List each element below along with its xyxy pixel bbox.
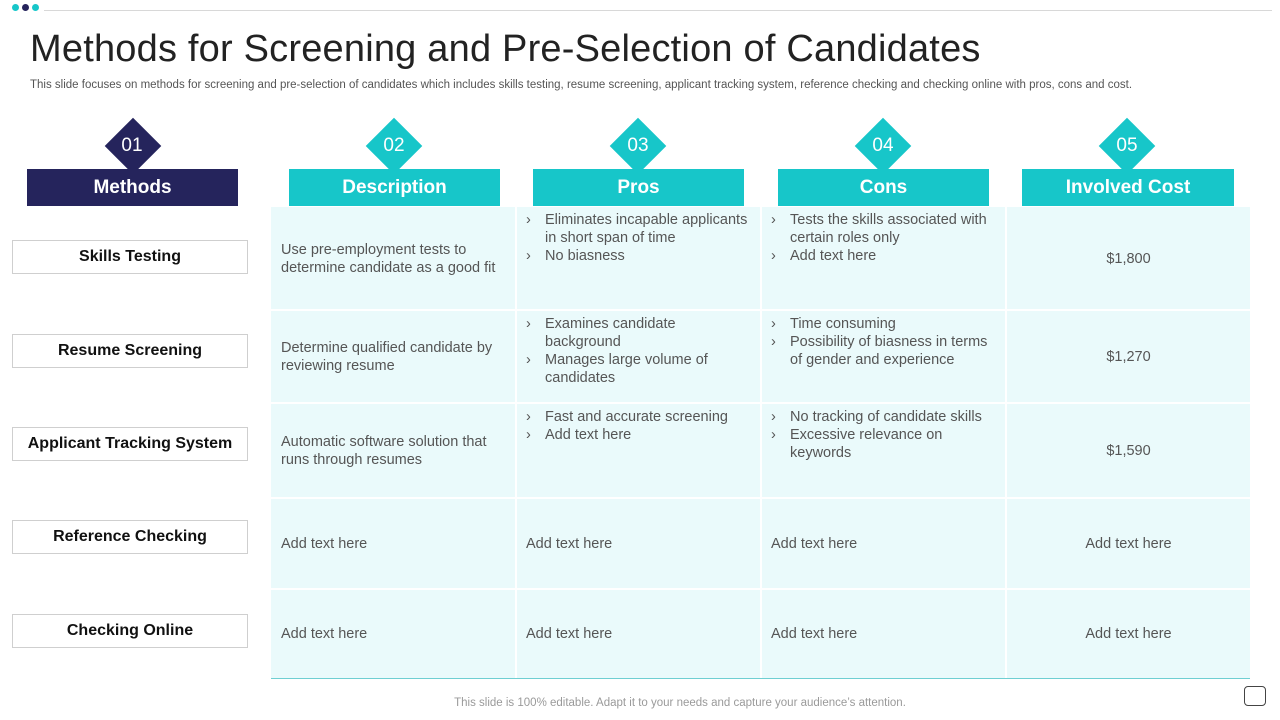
cost-value: Add text here (1085, 535, 1172, 552)
row-label-reference-checking: Reference Checking (12, 520, 248, 554)
cell-text: Automatic software solution that runs through resumes (281, 433, 487, 468)
dot-icon (22, 4, 29, 11)
cost-cell (1007, 590, 1250, 678)
column-divider (515, 207, 517, 678)
cost-cell (1007, 311, 1250, 402)
cell-text: Add text here (526, 535, 613, 552)
description-cell (281, 209, 507, 309)
cost-value: Add text here (1085, 626, 1172, 642)
list-item: › Fast and accurate screening (526, 408, 756, 426)
list-item: › Excessive relevance on keywords (771, 426, 1001, 462)
corner-frame-icon (1244, 686, 1266, 706)
column-number: 03 (627, 135, 649, 156)
slide-title: Methods for Screening and Pre-Selection of Candidates (30, 28, 981, 70)
cons-cell (771, 404, 1001, 501)
cell-text: Add text here (281, 535, 368, 552)
cost-value: $1,800 (1106, 251, 1151, 267)
column-number: 04 (872, 135, 894, 156)
list-item: › Add text here (771, 247, 1001, 265)
list-item: › Tests the skills associated with certain roles only (771, 211, 1001, 247)
cons-cell (771, 590, 997, 678)
pros-cell (526, 404, 756, 501)
cons-cell (771, 499, 997, 588)
cell-text: Add text here (281, 626, 368, 642)
row-label-resume-screening: Resume Screening (12, 334, 248, 368)
table-bottom-border (271, 678, 1250, 679)
column-number: 01 (121, 135, 143, 156)
description-cell (281, 499, 507, 588)
row-label-checking-online: Checking Online (12, 614, 248, 648)
list-item: › No biasness (526, 247, 756, 265)
column-header-involved-cost: Involved Cost (1022, 169, 1234, 206)
cell-text: Determine qualified candidate by reviewing resume (281, 339, 493, 374)
cons-cell (771, 209, 1001, 311)
dot-icon (32, 4, 39, 11)
list-item: › Add text here (526, 426, 756, 444)
top-divider (44, 10, 1272, 11)
cell-text: Add text here (771, 626, 858, 642)
list-item: › Possibility of biasness in terms of gender and experience (771, 333, 1001, 369)
cell-text: Add text here (771, 535, 858, 552)
pros-cell (526, 590, 752, 678)
list-item: › Eliminates incapable applicants in short span of time (526, 211, 756, 247)
column-header-description: Description (289, 169, 500, 206)
pros-cell (526, 499, 752, 588)
list-item: › Examines candidate background (526, 315, 716, 351)
cons-list (771, 211, 1001, 265)
column-number: 05 (1116, 135, 1138, 156)
cell-text: Use pre-employment tests to determine candidate as a good fit (281, 242, 496, 276)
description-cell (281, 404, 507, 497)
pros-list (526, 315, 716, 387)
description-cell (281, 590, 507, 678)
pros-list (526, 408, 756, 444)
pros-list (526, 211, 756, 265)
cons-list (771, 408, 1001, 462)
row-label-skills-testing: Skills Testing (12, 240, 248, 274)
row-label-applicant-tracking-system: Applicant Tracking System (12, 427, 248, 461)
dot-icon (12, 4, 19, 11)
pros-cell (526, 311, 716, 406)
cost-value: $1,270 (1106, 348, 1151, 365)
column-number: 02 (383, 135, 405, 156)
column-header-methods: Methods (27, 169, 238, 206)
column-header-pros: Pros (533, 169, 744, 206)
column-divider (760, 207, 762, 678)
cost-cell (1007, 209, 1250, 309)
cost-cell (1007, 499, 1250, 588)
brand-dots (12, 4, 39, 11)
list-item: › Time consuming (771, 315, 1001, 333)
list-item: › Manages large volume of candidates (526, 351, 716, 387)
slide-footer: This slide is 100% editable. Adapt it to your needs and capture your audience’s attention. (454, 697, 906, 709)
list-item: › No tracking of candidate skills (771, 408, 1001, 426)
cost-value: $1,590 (1106, 442, 1151, 459)
cell-text: Add text here (526, 626, 613, 642)
slide-subtitle: This slide focuses on methods for screening and pre-selection of candidates which includes skills testing, resume screening, applicant tracking system, reference checking and checking online with pros, cons and cost. (30, 79, 1133, 91)
cons-cell (771, 311, 1001, 406)
column-header-cons: Cons (778, 169, 989, 206)
cons-list (771, 315, 1001, 369)
pros-cell (526, 209, 756, 311)
cost-cell (1007, 404, 1250, 497)
description-cell (281, 311, 507, 402)
